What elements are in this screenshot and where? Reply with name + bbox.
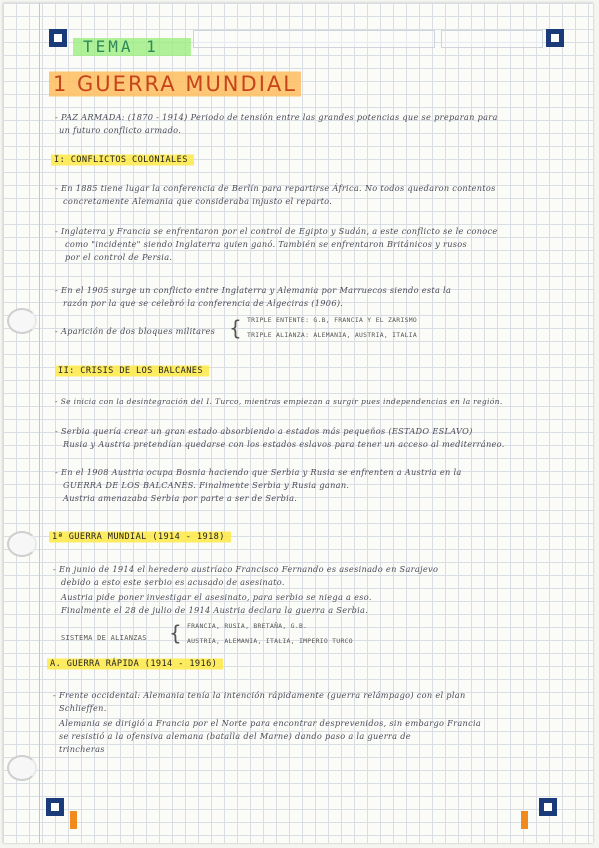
page-title: 1 GUERRA MUNDIAL [49, 69, 301, 99]
intro-line-1: - PAZ ARMADA: (1870 - 1914) Periodo de tensión entre las grandes potencias que se preparan para [55, 112, 498, 122]
section3-line: Austria pide poner investigar el asesinato, para serbio se niega a eso. [61, 592, 372, 602]
bloque-triple-entente: TRIPLE ENTENTE: G.B, FRANCIA Y EL ZARISMO [247, 316, 418, 324]
section-heading-conflictos: I: CONFLICTOS COLONIALES [51, 153, 194, 167]
section1-line: - En 1885 tiene lugar la conferencia de Berlín para repartirse África. No todos quedaron contentos [55, 183, 496, 193]
header-box-left [193, 30, 435, 48]
alianza-top: FRANCIA, RUSIA, BRETAÑA, G.B. [187, 622, 308, 630]
binder-hole-icon [7, 308, 37, 334]
section2-line: Rusia y Austria pretendían quedarse con los estados eslavos para tener un acceso al mediterráneo. [63, 439, 505, 449]
notebook-page [3, 3, 593, 843]
orange-tab-icon [521, 811, 528, 829]
section1-bloques-label: - Aparición de dos bloques militares [55, 326, 216, 336]
corner-logo-icon [46, 798, 64, 816]
alianzas-label: SISTEMA DE ALIANZAS [61, 634, 147, 642]
margin-line [39, 3, 40, 843]
section1-line: razón por la que se celebró la conferencia de Algeciras (1906). [63, 298, 344, 308]
binder-hole-icon [7, 531, 37, 557]
section4-line: trincheras [59, 744, 105, 754]
binder-hole-icon [7, 755, 37, 781]
section1-line: como "incidente" siendo Inglaterra quien ganó. También se enfrentaron Británicos y rusos [65, 239, 468, 249]
section2-line: - Serbia quería crear un gran estado absorbiendo a estados más pequeños (ESTADO ESLAVO) [55, 426, 473, 436]
corner-logo-icon [546, 29, 564, 47]
section-heading-guerra-rapida: A. GUERRA RÁPIDA (1914 - 1916) [47, 657, 223, 671]
alianza-bottom: AUSTRIA, ALEMANIA, ITALIA, IMPERIO TURCO [187, 637, 353, 645]
header-box-right [441, 30, 543, 48]
corner-logo-icon [539, 798, 557, 816]
section1-line: - En el 1905 surge un conflicto entre Inglaterra y Alemania por Marruecos siendo esta la [55, 285, 452, 295]
section3-line: Finalmente el 28 de julio de 1914 Austria declara la guerra a Serbia. [61, 605, 369, 615]
section-heading-balcanes: II: CRISIS DE LOS BALCANES [55, 364, 209, 378]
orange-tab-icon [70, 811, 77, 829]
section2-line: GUERRA DE LOS BALCANES. Finalmente Serbia y Rusia ganan. [63, 480, 350, 490]
section3-line: debido a esto este serbio es acusado de asesinato. [61, 577, 285, 587]
section4-line: Alemania se dirigió a Francia por el Norte para encontrar desprevenidos, sin embargo Francia [59, 718, 482, 728]
section1-line: por el control de Persia. [65, 252, 173, 262]
brace-icon: { [229, 316, 242, 340]
tema-label: TEMA 1 [73, 36, 191, 58]
corner-logo-icon [49, 29, 67, 47]
section2-line: - En el 1908 Austria ocupa Bosnia haciendo que Serbia y Rusia se enfrenten a Austria en la [55, 467, 462, 477]
section1-line: - Inglaterra y Francia se enfrentaron por el control de Egipto y Sudán, a este conflicto se le conoce [55, 226, 498, 236]
section4-line: Schlieffen. [59, 703, 107, 713]
intro-line-2: un futuro conflicto armado. [59, 125, 182, 135]
section4-line: se resistió a la ofensiva alemana (batalla del Marne) dando paso a la guerra de [59, 731, 411, 741]
brace-icon: { [169, 621, 182, 645]
bloque-triple-alianza: TRIPLE ALIANZA: ALEMANIA, AUSTRIA, ITALIA [247, 331, 418, 339]
section3-line: - En junio de 1914 el heredero austríaco Francisco Fernando es asesinado en Sarajevo [53, 564, 439, 574]
section2-line: - Se inicia con la desintegración del I. Turco, mientras empiezan a surgir pues independencias en la región. [55, 397, 503, 406]
section4-line: - Frente occidental: Alemania tenía la intención rápidamente (guerra relámpago) con el plan [53, 690, 466, 700]
section1-line: concretamente Alemania que consideraba injusto el reparto. [63, 196, 333, 206]
section2-line: Austria amenazaba Serbia por parte a ser de Serbia. [63, 493, 298, 503]
section-heading-primera-guerra: 1ª GUERRA MUNDIAL (1914 - 1918) [49, 530, 231, 544]
